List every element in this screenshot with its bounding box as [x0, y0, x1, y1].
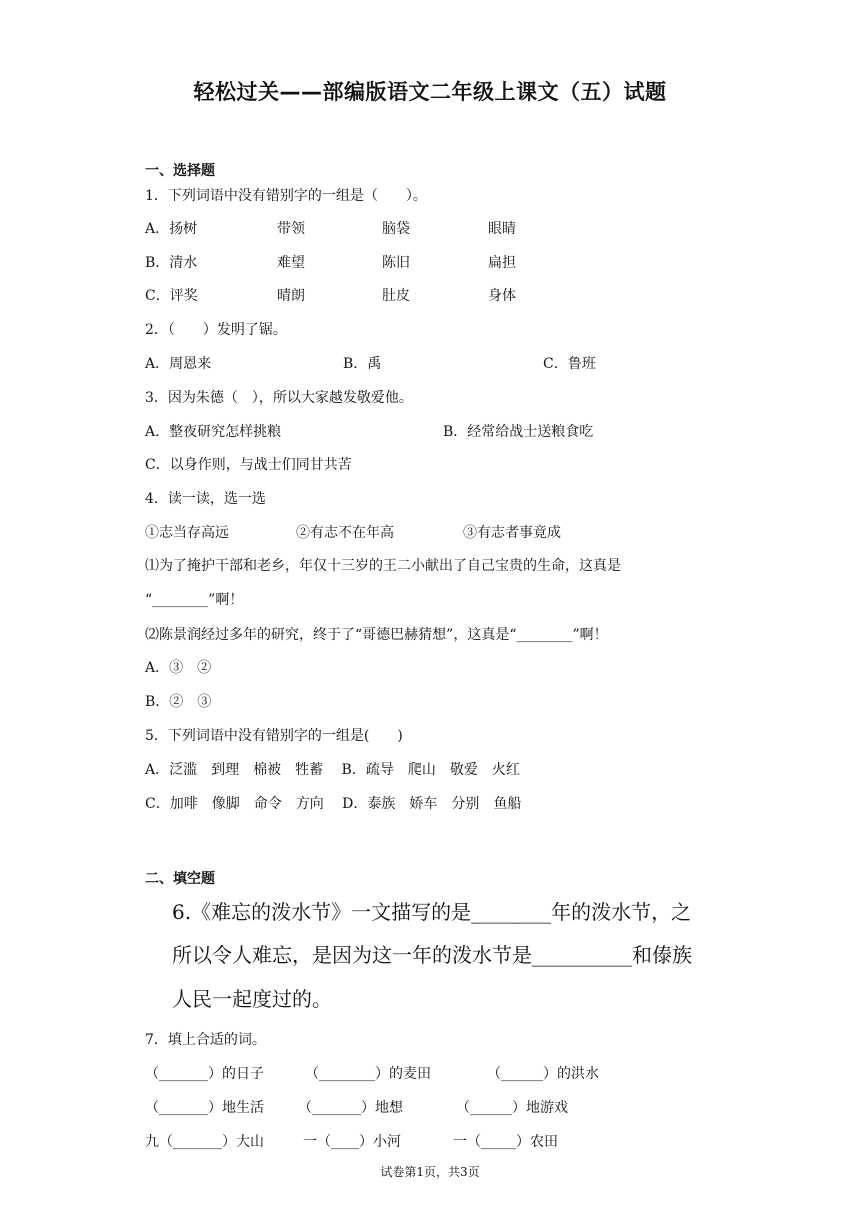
q4-sentence-1: ⑴为了掩护干部和老乡，年仅十三岁的王二小献出了自己宝贵的生命，这真是 [145, 558, 621, 574]
q5-options-ab: A．泛滥 到理 棉被 牲蓄 B．疏导 爬山 敬爱 火红 [145, 762, 520, 778]
q4-choice-3: ③有志者事竟成 [463, 525, 561, 541]
question-6-line-1: 6.《难忘的泼水节》一文描写的是________年的泼水节，之 [172, 900, 692, 924]
q3-option-c: C．以身作则，与战士们同甘共苦 [145, 457, 352, 473]
section-heading-choice: 一、选择题 [145, 163, 215, 179]
question-2-stem: 2．（ ）发明了锯。 [145, 322, 287, 338]
q1-option-c: C．评奖 [145, 288, 198, 304]
question-4-stem: 4．读一读，选一选 [145, 491, 266, 507]
q7-blank: （_______）的日子 [145, 1066, 264, 1082]
question-6-line-3: 人民一起度过的。 [172, 987, 332, 1011]
q1-option-b: B．清水 [145, 255, 198, 271]
q1-option-b-word: 扁担 [488, 255, 516, 271]
question-7-stem: 7．填上合适的词。 [145, 1032, 266, 1048]
q7-blank: 九（_______）大山 [145, 1134, 264, 1150]
q3-option-b: B．经常给战士送粮食吃 [443, 424, 594, 440]
question-6-line-2: 所以令人难忘，是因为这一年的泼水节是__________和傣族 [172, 943, 692, 967]
q4-choice-1: ①志当存高远 [145, 525, 229, 541]
q1-option-a-word: 眼睛 [488, 221, 516, 237]
q1-option-a-word: 带领 [277, 221, 305, 237]
page-footer: 试卷第1页，共3页 [380, 1165, 480, 1179]
q5-options-cd: C．加啡 像脚 命令 方向 D．泰族 娇车 分别 鱼船 [145, 796, 522, 812]
page-title: 轻松过关——部编版语文二年级上课文（五）试题 [193, 80, 667, 104]
q1-option-b-word: 陈旧 [382, 255, 410, 271]
q1-option-c-word: 身体 [488, 288, 516, 304]
q7-blank: （_______）地想 [298, 1100, 403, 1116]
q7-blank: 一（_____）农田 [453, 1134, 558, 1150]
q7-blank: 一（____）小河 [303, 1134, 401, 1150]
q4-option-a: A．③ ② [145, 660, 212, 676]
q2-option-a: A．周恩来 [145, 356, 212, 372]
q2-option-c: C．鲁班 [543, 356, 596, 372]
q1-option-b-word: 难望 [277, 255, 305, 271]
q4-option-b: B．② ③ [145, 694, 212, 710]
q7-blank: （_______）地生活 [145, 1100, 264, 1116]
q1-option-c-word: 肚皮 [382, 288, 410, 304]
section-heading-fill: 二、填空题 [145, 871, 215, 887]
q7-blank: （________）的麦田 [305, 1066, 431, 1082]
q1-option-a-word: 脑袋 [382, 221, 410, 237]
q7-blank: （______）的洪水 [487, 1066, 599, 1082]
q7-blank: （______）地游戏 [456, 1100, 568, 1116]
q1-option-a: A．扬树 [145, 221, 198, 237]
question-1-stem: 1．下列词语中没有错别字的一组是（ ）。 [145, 188, 427, 204]
question-3-stem: 3．因为朱德（ ），所以大家越发敬爱他。 [145, 390, 413, 406]
q3-option-a: A．整夜研究怎样挑粮 [145, 424, 282, 440]
q4-choice-2: ②有志不在年高 [296, 525, 394, 541]
q4-sentence-2: ⑵陈景润经过多年的研究，终于了“哥德巴赫猜想”，这真是“________”啊！ [145, 627, 608, 643]
q4-sentence-1-blank: “________”啊！ [145, 592, 244, 608]
question-5-stem: 5．下列词语中没有错别字的一组是( ) [145, 728, 403, 744]
q1-option-c-word: 晴朗 [277, 288, 305, 304]
q2-option-b: B．禹 [343, 356, 382, 372]
